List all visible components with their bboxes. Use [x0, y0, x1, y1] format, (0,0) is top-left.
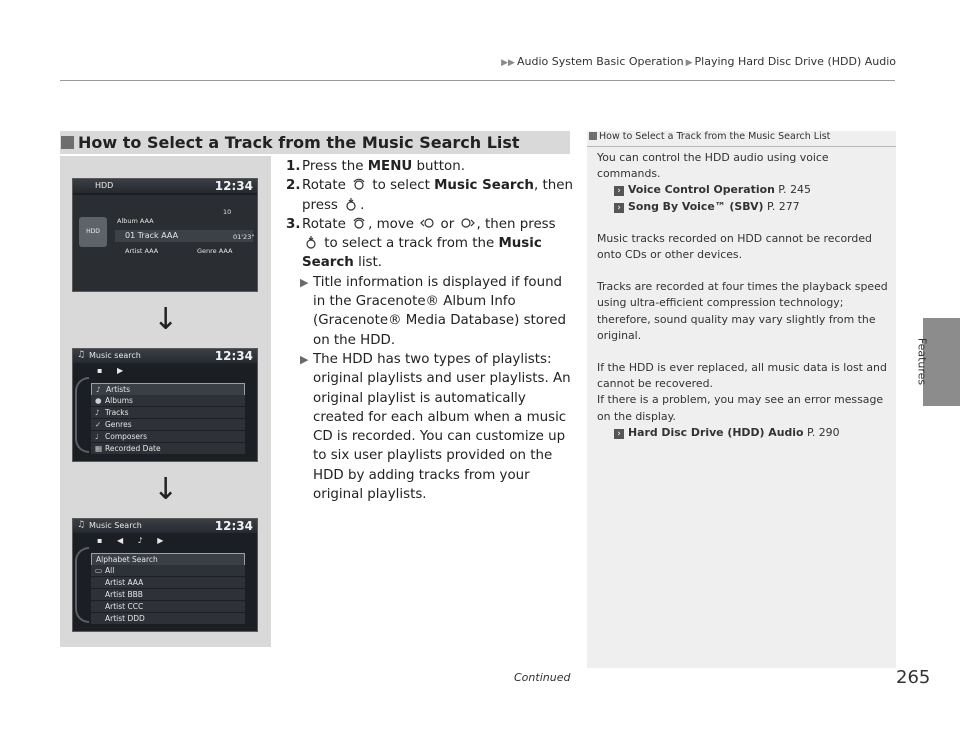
- screen-title: HDD: [95, 181, 114, 190]
- side-note-title: How to Select a Track from the Music Search List: [587, 131, 898, 142]
- menu-item-composers[interactable]: ♩ Composers: [91, 431, 245, 442]
- menu-item-artist[interactable]: Artist DDD: [91, 613, 245, 624]
- note-paragraph: If the HDD is ever replaced, all music data is lost and cannot be recovered.: [597, 361, 887, 391]
- screen-title: Music Search: [89, 521, 142, 530]
- all-icon: ▭: [95, 566, 103, 575]
- genre-icon: ✓: [95, 420, 102, 429]
- note-paragraph: Music tracks recorded on HDD cannot be recorded onto CDs or other devices.: [597, 231, 872, 262]
- music-search-screen: [72, 348, 258, 462]
- menu-item-alphabet-search[interactable]: Alphabet Search: [91, 553, 245, 566]
- steps: [286, 157, 576, 504]
- section-heading: How to Select a Track from the Music Search List: [78, 133, 520, 152]
- move-right-icon: [461, 216, 475, 230]
- artist-name: Artist AAA: [125, 247, 159, 255]
- page-ref-icon: ›: [614, 186, 624, 196]
- album-icon: ●: [95, 396, 102, 405]
- selector-arc: [75, 377, 89, 453]
- genre-name: Genre AAA: [197, 247, 233, 255]
- menu-item-all[interactable]: ▭ All: [91, 565, 245, 576]
- screen-clock: 12:34: [214, 519, 253, 533]
- step-3: 3. Rotate , move or , then press to select a track from the Music Search list.: [286, 216, 556, 271]
- menu-item-artist[interactable]: Artist CCC: [91, 601, 245, 612]
- down-arrow-icon: ↓: [153, 302, 179, 337]
- rotate-knob-icon: [352, 177, 366, 191]
- hdd-screen: [72, 178, 258, 292]
- ref-hdd-audio[interactable]: › Hard Disc Drive (HDD) Audio P. 290: [597, 425, 889, 441]
- artist-icon: ♪: [96, 385, 101, 394]
- section-tab[interactable]: [923, 318, 960, 406]
- note-paragraph: If there is a problem, you may see an error message on the display.: [597, 393, 884, 423]
- side-note-body: [597, 150, 889, 441]
- press-knob-icon: [304, 235, 318, 249]
- press-knob-icon: [344, 197, 358, 211]
- breadcrumb: [499, 55, 896, 68]
- composer-icon: ♩: [95, 432, 99, 441]
- note-paragraph: Tracks are recorded at four times the playback speed using ultra-efficient compression technology; therefore, sound quality may vary slightly from the original.: [597, 280, 888, 342]
- menu-item-artist[interactable]: Artist AAA: [91, 577, 245, 588]
- calendar-icon: ▦: [95, 444, 103, 453]
- hdd-disc-icon: HDD: [79, 217, 107, 247]
- menu-button-label: MENU: [367, 159, 413, 174]
- tab-arrows[interactable]: ▪ ◀ ♪ ▶: [97, 536, 170, 545]
- down-arrow-icon: ↓: [153, 472, 179, 507]
- menu-item-genres[interactable]: ✓ Genres: [91, 419, 245, 430]
- continued-label: Continued: [514, 671, 571, 684]
- breadcrumb-part-2[interactable]: Playing Hard Disc Drive (HDD) Audio: [694, 55, 896, 68]
- menu-item-artist[interactable]: Artist BBB: [91, 589, 245, 600]
- note-square-icon: [589, 132, 597, 140]
- page-ref-icon: ›: [614, 429, 624, 439]
- tab-arrows[interactable]: ▪ ▶: [97, 366, 130, 375]
- track-icon: ♪: [95, 408, 100, 417]
- menu-item-artists[interactable]: ♪ Artists: [91, 383, 245, 396]
- substep-playlists: ▶ The HDD has two types of playlists: original playlists and user playlists. An original playlist is automatically created for each album when a music CD is recorded. You can customize up to six user playlists provided on the HDD by adding tracks from your original playlists.: [300, 351, 571, 503]
- triangle-right-icon: ▶: [300, 352, 309, 366]
- breadcrumb-part-1[interactable]: Audio System Basic Operation: [516, 55, 684, 68]
- heading-square-icon: [61, 136, 74, 149]
- artist-list-screen: [72, 518, 258, 632]
- music-note-icon: ♫: [77, 520, 86, 530]
- page-number: 265: [896, 667, 931, 688]
- triangle-right-icon: ▶: [300, 275, 309, 289]
- ref-song-by-voice[interactable]: › Song By Voice™ (SBV) P. 277: [597, 199, 889, 215]
- section-label: Features: [915, 337, 929, 386]
- step-2: 2. Rotate to select Music Search, then press .: [286, 178, 573, 213]
- music-note-icon: ♫: [77, 350, 86, 360]
- album-name: Album AAA: [117, 217, 154, 225]
- track-time: 01'23": [233, 233, 255, 241]
- header-rule: [60, 80, 895, 81]
- ref-voice-control[interactable]: › Voice Control Operation P. 245: [597, 182, 889, 198]
- selector-arc: [75, 547, 89, 623]
- step-1: 1. Press the MENU button.: [286, 159, 465, 174]
- screen-clock: 12:34: [214, 349, 253, 363]
- triangle-right-icon: ▶: [685, 58, 693, 68]
- side-note-rule: [587, 146, 896, 147]
- track-counter: 10: [223, 208, 232, 216]
- substep-title-info: ▶ Title information is displayed if found in the Gracenote® Album Info (Gracenote® Media Database) stored on the HDD.: [300, 274, 566, 348]
- triangle-right-icon: ▶▶: [501, 58, 515, 68]
- screen-clock: 12:34: [214, 179, 253, 193]
- rotate-knob-icon: [352, 216, 366, 230]
- track-name: 01 Track AAA: [125, 231, 179, 240]
- menu-item-tracks[interactable]: ♪ Tracks: [91, 407, 245, 418]
- screen-title: Music search: [89, 351, 141, 360]
- move-left-icon: [420, 216, 434, 230]
- menu-item-recorded-date[interactable]: ▦ Recorded Date: [91, 443, 245, 454]
- page-ref-icon: ›: [614, 203, 624, 213]
- note-paragraph: You can control the HDD audio using voice commands.: [597, 151, 829, 181]
- menu-item-albums[interactable]: ● Albums: [91, 395, 245, 406]
